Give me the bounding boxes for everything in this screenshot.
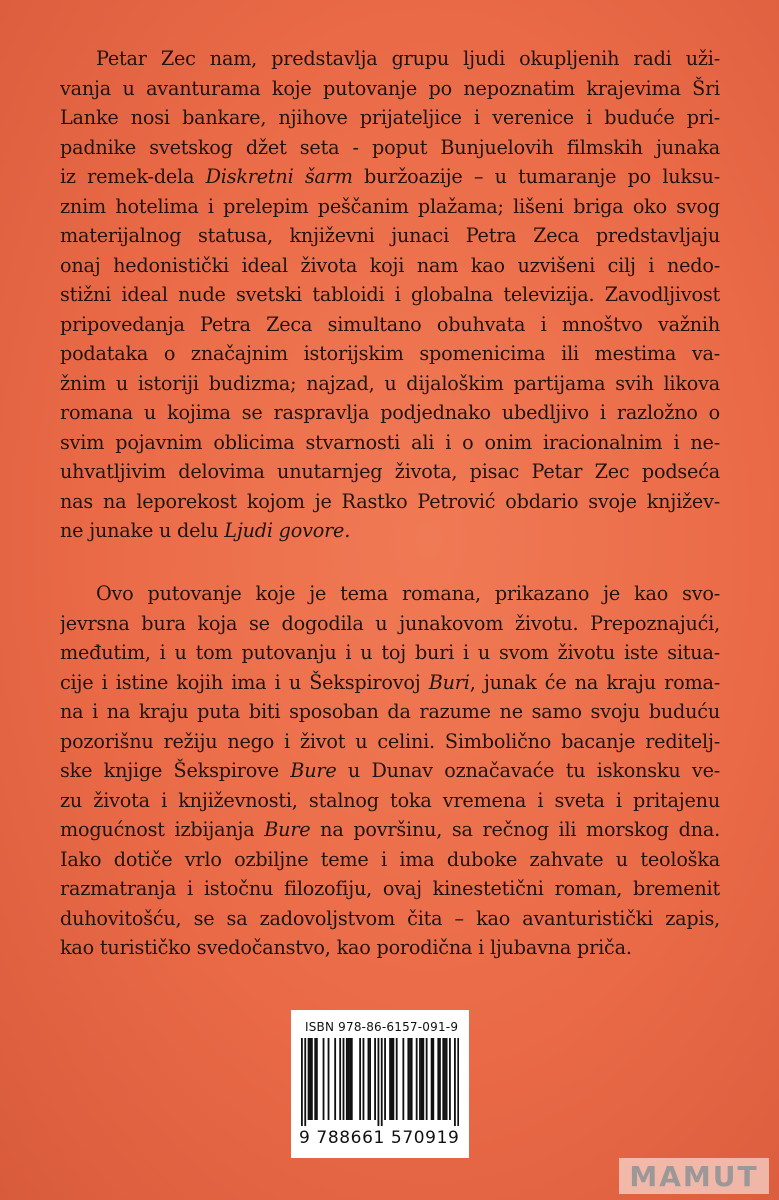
- text-segment: zu života i književnosti, stalnog toka vremena i sveta i pritajenu: [60, 788, 720, 812]
- text-line: [60, 579, 720, 609]
- barcode-bar: [363, 1038, 365, 1120]
- text-segment: buržoazije – u tumaranje po luksu-: [352, 165, 720, 188]
- isbn-number: ISBN 978-86-6157-091-9: [305, 1020, 459, 1034]
- text-line: [60, 103, 720, 133]
- text-line: [60, 487, 720, 517]
- text-line: [60, 845, 720, 875]
- text-segment: pozorišnu režiju nego i život u celini. Simbolično bacanje reditelj-: [60, 729, 720, 753]
- text-segment: nas na leporekost kojom je Rastko Petrović obdario svoje književ-: [60, 489, 720, 513]
- text-line: [60, 162, 720, 192]
- text-line: [60, 516, 720, 546]
- text-segment: žnim u istoriji budizma; najzad, u dijaloškim partijama svih likova: [60, 371, 720, 395]
- text-line: [60, 74, 720, 104]
- barcode-bar: [369, 1038, 371, 1120]
- barcode-bar: [409, 1038, 411, 1120]
- barcode-bar: [416, 1038, 418, 1120]
- text-line: [60, 310, 720, 340]
- barcode-bar: [426, 1038, 428, 1120]
- watermark-text: MAMUT: [629, 1159, 759, 1193]
- text-segment: u Dunav označavaće tu iskonsku ve-: [336, 759, 720, 782]
- barcode-bar: [437, 1038, 439, 1120]
- text-segment: uhvatljivim delovima unutarnjeg života, pisac Petar Zec podseća: [60, 460, 720, 483]
- barcode-bar: [392, 1038, 394, 1120]
- text-segment: međutim, i u tom putovanju i u toj buri i u svom životu iste situa-: [60, 641, 720, 664]
- text-segment: Ovo putovanje koje je tema romana, prikazano je kao svo-: [96, 582, 720, 605]
- barcode-bar: [334, 1038, 336, 1120]
- text-segment: na i na kraju puta biti sposoban da razume ne samo svoju buduću: [60, 700, 720, 723]
- italic-title: Bure: [290, 759, 337, 782]
- barcode-bar: [419, 1038, 421, 1120]
- barcode-bar: [316, 1038, 318, 1120]
- text-segment: znim hotelima i prelepim peščanim plažama; lišeni briga oko svog: [60, 194, 720, 218]
- text-line: [60, 668, 720, 698]
- barcode-bar: [449, 1038, 451, 1120]
- barcode-bar: [314, 1038, 316, 1120]
- barcode-bar: [439, 1038, 441, 1120]
- text-line: [60, 369, 720, 399]
- text-line: [60, 609, 720, 639]
- text-segment: jevrsna bura koja se dogodila u junakovom životu. Prepoznajući,: [60, 611, 720, 635]
- italic-title: Ljudi govore.: [224, 519, 351, 542]
- barcode-bar: [411, 1038, 413, 1120]
- barcode-bar: [304, 1038, 306, 1126]
- barcode-bar: [454, 1038, 456, 1126]
- barcode-bar: [346, 1038, 348, 1120]
- barcode-bar: [431, 1038, 433, 1120]
- barcode-label: [291, 1010, 469, 1158]
- barcode-bar: [402, 1038, 404, 1120]
- barcode-bar: [442, 1038, 444, 1120]
- text-segment: vanja u avanturama koje putovanje po nepoznatim krajevima Šri: [60, 76, 720, 100]
- barcode-bar: [308, 1038, 310, 1120]
- barcode-bar: [311, 1038, 313, 1120]
- barcode-bar: [446, 1038, 448, 1120]
- text-segment: mogućnost izbijanja: [60, 818, 265, 841]
- text-segment: ske knjige Šekspirove: [60, 759, 291, 782]
- text-segment: razmatranja i istočnu filozofiju, ovaj kinestetični roman, bremenit: [60, 877, 720, 900]
- text-segment: iz remek-dela: [60, 165, 206, 188]
- text-segment: , junak će na kraju roma-: [469, 670, 720, 694]
- barcode-bar: [381, 1038, 383, 1126]
- text-line: [60, 221, 720, 251]
- barcode-bar: [368, 1038, 370, 1120]
- text-segment: kao turističko svedočanstvo, kao porodična i ljubavna priča.: [60, 936, 632, 959]
- barcode-bar: [396, 1038, 398, 1120]
- text-segment: Lanke nosi bankare, njihove prijateljice i verenice i buduće pri-: [60, 106, 720, 129]
- barcode-bar: [374, 1038, 376, 1120]
- text-segment: cije i istine kojih ima i u Šekspirovoj: [60, 670, 429, 694]
- barcode-bar: [328, 1038, 330, 1120]
- text-line: [60, 251, 720, 281]
- text-segment: duhovitošću, se sa zadovoljstvom čita – kao avanturistički zapis,: [60, 906, 720, 930]
- text-segment: Petar Zec nam, predstavlja grupu ljudi okupljenih radi uži-: [96, 47, 720, 70]
- blurb-paragraph-1: [60, 44, 720, 546]
- text-line: [60, 756, 720, 786]
- watermark-logo: [619, 1158, 769, 1194]
- italic-title: Buri: [428, 670, 470, 694]
- barcode-bar: [309, 1038, 311, 1120]
- text-segment: Iako dotiče vrlo ozbiljne teme i ima duboke zahvate u teološka: [60, 847, 720, 871]
- text-segment: podataka o značajnim istorijskim spomenicima ili mestima va-: [60, 342, 720, 365]
- text-segment: stižni ideal nude svetski tabloidi i globalna televizija. Zavodljivost: [60, 283, 720, 306]
- barcode-bar: [391, 1038, 393, 1120]
- barcode-bar: [351, 1038, 353, 1120]
- barcode-bar: [384, 1038, 386, 1120]
- text-line: [60, 933, 720, 963]
- barcode-bar: [407, 1038, 409, 1120]
- barcode-bar: [339, 1038, 341, 1120]
- barcode-bar: [457, 1038, 459, 1126]
- barcode-bar: [348, 1038, 350, 1120]
- text-line: [60, 904, 720, 934]
- barcode-bar: [389, 1038, 391, 1120]
- text-line: [60, 398, 720, 428]
- text-line: [60, 280, 720, 310]
- text-line: [60, 874, 720, 904]
- barcode-bar: [343, 1038, 345, 1120]
- barcode-bar: [359, 1038, 361, 1120]
- text-segment: materijalnog statusa, književni junaci Petra Zeca predstavljaju: [60, 224, 720, 247]
- text-line: [60, 697, 720, 727]
- ean-digits: 9 788661 570919: [299, 1128, 460, 1148]
- text-segment: na površinu, sa rečnog ili morskog dna.: [310, 818, 720, 841]
- italic-title: Bure: [264, 818, 311, 841]
- barcode-bar: [349, 1038, 351, 1120]
- barcode-bar: [323, 1038, 325, 1120]
- italic-title: Diskretni šarm: [205, 165, 353, 188]
- text-line: [60, 727, 720, 757]
- text-segment: romana u kojima se raspravlja podjednako ubedljivo i razložno o: [60, 401, 720, 424]
- barcode-bar: [422, 1038, 424, 1120]
- text-line: [60, 339, 720, 369]
- text-segment: svim pojavnim oblicima stvarnosti ali i o onim iracionalnim i ne-: [60, 430, 720, 454]
- text-line: [60, 457, 720, 487]
- text-line: [60, 428, 720, 458]
- text-segment: pripovedanja Petra Zeca simultano obuhvata i mnoštvo važnih: [60, 312, 720, 336]
- barcode-bar: [421, 1038, 423, 1120]
- barcode-bar: [301, 1038, 303, 1126]
- barcode-icon: [301, 1038, 459, 1126]
- blurb-paragraph-2: [60, 579, 720, 963]
- barcode-bar: [378, 1038, 380, 1126]
- text-segment: ne junake u delu: [60, 519, 225, 542]
- text-line: [60, 638, 720, 668]
- text-segment: padnike svetskog džet seta - poput Bunjuelovih filmskih junaka: [60, 135, 720, 159]
- text-segment: onaj hedonistički ideal života koji nam kao uzvišeni cilj i nedo-: [60, 253, 720, 277]
- text-line: [60, 133, 720, 163]
- text-line: [60, 44, 720, 74]
- text-line: [60, 815, 720, 845]
- barcode-bar: [444, 1038, 446, 1120]
- text-line: [60, 192, 720, 222]
- barcode-bar: [432, 1038, 434, 1120]
- text-line: [60, 786, 720, 816]
